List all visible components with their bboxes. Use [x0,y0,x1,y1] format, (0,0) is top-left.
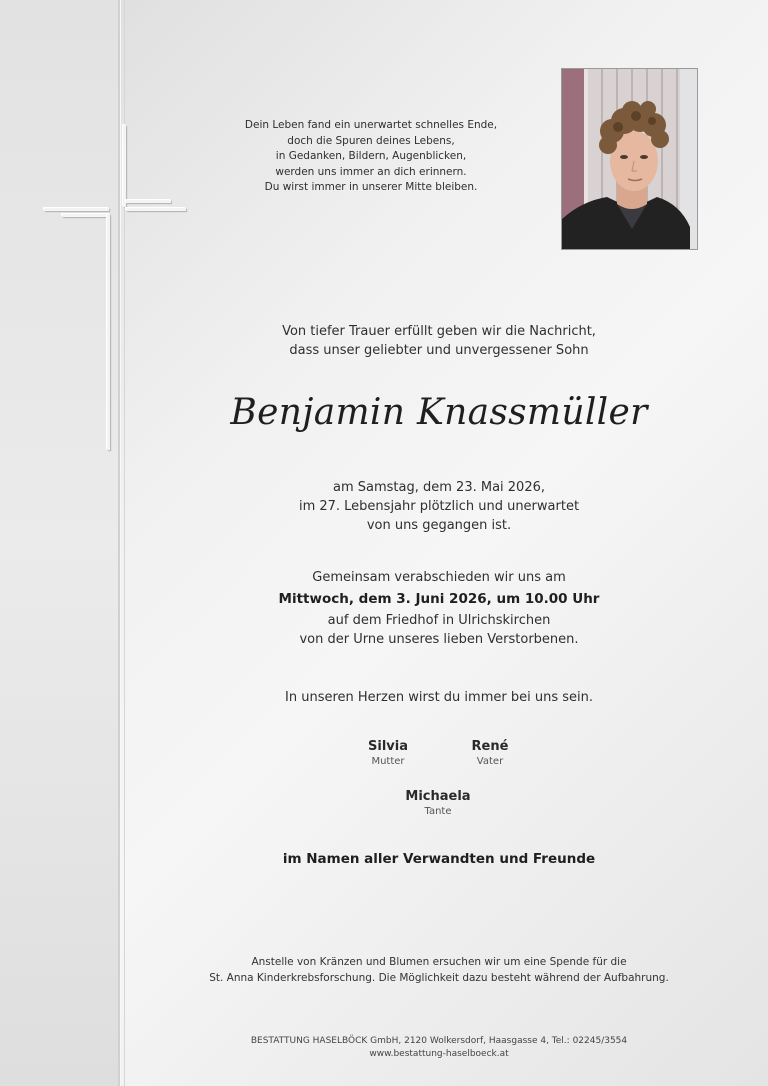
intro-line: Von tiefer Trauer erfüllt geben wir die Nachricht, [282,324,596,339]
funeral-home-address: BESTATTUNG HASELBÖCK GmbH, 2120 Wolkersdorf, Haasgasse 4, Tel.: 02245/3554 [250,1036,628,1046]
intro-line: dass unser geliebter und unvergessener Sohn [289,343,589,358]
poem-line: in Gedanken, Bildern, Augenblicken, [275,150,467,162]
death-line: im 27. Lebensjahr plötzlich und unerwartet [298,499,580,514]
on-behalf-line: im Namen aller Verwandten und Freunde [282,851,596,867]
death-details [150,478,728,535]
farewell-details [150,568,728,649]
mourner-relation: Tante [424,806,452,817]
hearts-line: In unseren Herzen wirst du immer bei uns sein. [285,690,593,705]
poem-line: Dein Leben fand ein unerwartet schnelles Ende, [244,119,498,131]
mourner-name: Silvia [368,739,408,754]
donation-line: St. Anna Kinderkrebsforschung. Die Möglichkeit dazu besteht während der Aufbahrung. [209,971,669,984]
deceased-name: Benjamin Knassmüller [230,392,648,433]
farewell-line: auf dem Friedhof in Ulrichskirchen [327,613,551,628]
mourner-name: Michaela [405,789,471,804]
mourner-name: René [471,739,509,754]
donation-line: Anstelle von Kränzen und Blumen ersuchen wir um eine Spende für die [251,956,627,968]
poem-line: Du wirst immer in unserer Mitte bleiben. [264,181,478,193]
funeral-home-website[interactable]: www.bestattung-haselboeck.at [369,1049,509,1059]
death-line: von uns gegangen ist. [366,518,512,533]
portrait-photo [561,68,698,250]
memorial-poem [236,118,506,196]
announcement-intro [150,322,728,360]
poem-line: doch die Spuren deines Lebens, [287,134,455,147]
poem-line: werden uns immer an dich erinnern. [275,165,467,178]
donation-note [150,955,728,986]
mourner-relation: Mutter [371,756,405,767]
mourner-relation: Vater [476,756,504,767]
farewell-line: Gemeinsam verabschieden wir uns am [312,570,566,585]
farewell-date-time: Mittwoch, dem 3. Juni 2026, um 10.00 Uhr [278,591,600,607]
funeral-home-footer [150,1035,728,1061]
death-line: am Samstag, dem 23. Mai 2026, [333,480,545,495]
farewell-line: von der Urne unseres lieben Verstorbenen. [299,632,579,647]
mourner-father [430,738,550,769]
mourner-aunt [378,788,498,819]
